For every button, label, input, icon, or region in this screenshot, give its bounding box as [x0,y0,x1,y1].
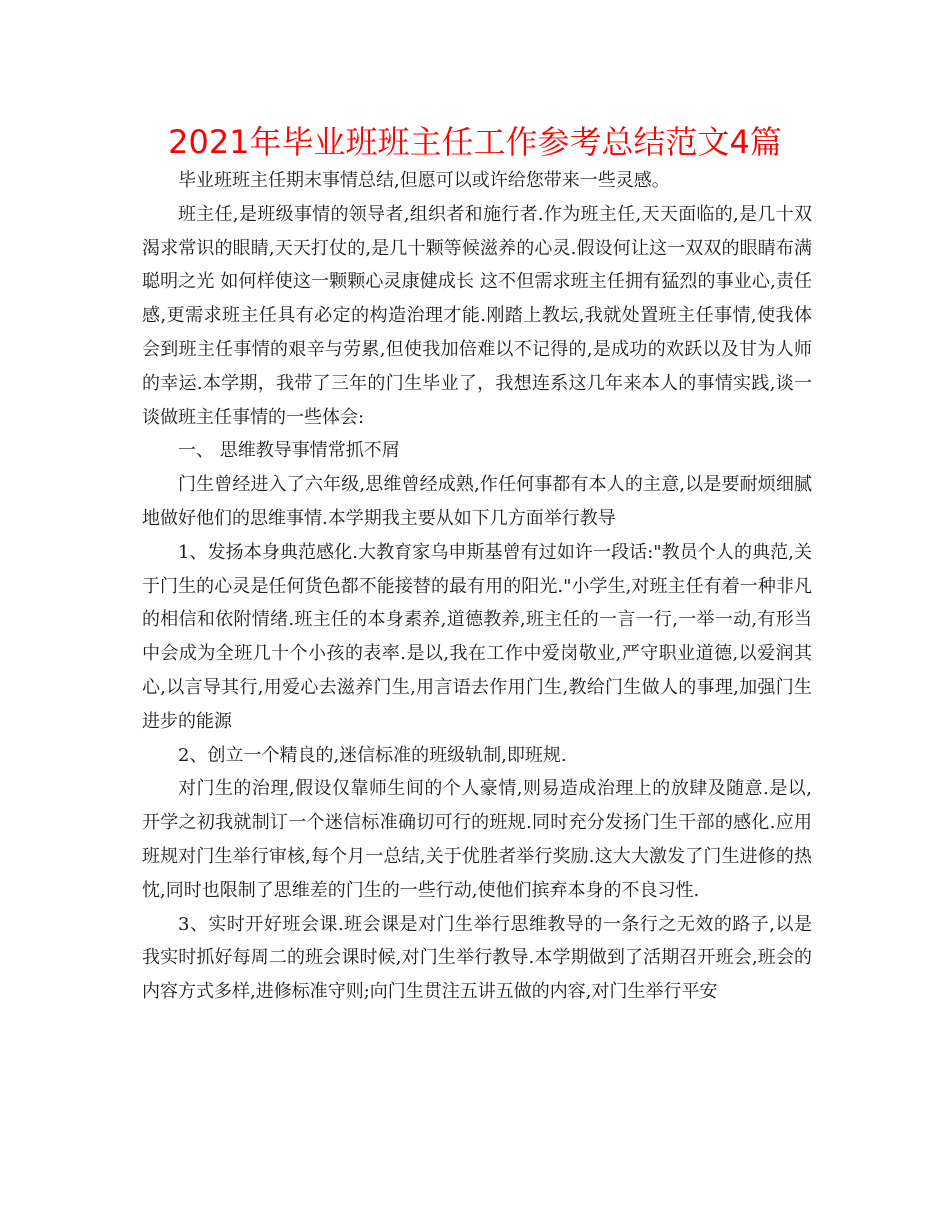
paragraph-item-3: 3、实时开好班会课.班会课是对门生举行思维教导的一条行之无效的路子,以是我实时抓好每周二的班会课时候,对门生举行教导.本学期做到了活期召开班会,班会的内容方式多样,进修标准守则;向门生贯注五讲五做的内容,对门生举行平安 [142,913,812,1003]
paragraph-section-1: 门生曾经进入了六年级,思维曾经成熟,作任何事都有本人的主意,以是要耐烦细腻地做好他们的思维事情.本学期我主要从如下几方面举行教导 [142,474,812,529]
paragraph-item-1: 1、发扬本身典范感化.大教育家乌申斯基曾有过如许一段话:"教员个人的典范,关于门生的心灵是任何货色都不能接替的最有用的阳光."小学生,对班主任有着一种非凡的相信和依附情绪.班主任的本身素养,道德教养,班主任的一言一行,一举一动,有形当中会成为全班几十个小孩的表率.是以,我在工作中爱岗敬业,严守职业道德,以爱润其心,以言导其行,用爱心去滋养门生,用言语去作用门生,教给门生做人的事理,加强门生进步的能源 [142,541,812,732]
document-body [142,164,812,1009]
paragraph-intro: 毕业班班主任期末事情总结,但愿可以或许给您带来一些灵感。 [178,170,670,191]
paragraph-item-2: 2、创立一个精良的,迷信标准的班级轨制,即班规. [178,744,567,766]
section-heading-1: 一、 思维教导事情常抓不屑 [178,440,400,462]
document-title: 2021年毕业班班主任工作参考总结范文4篇 [168,123,782,161]
paragraph-overview: 班主任,是班级事情的领导者,组织者和施行者.作为班主任,天天面临的,是几十双渴求常识的眼睛,天天打仗的,是几十颗等候滋养的心灵.假设何让这一双双的眼睛布满聪明之光 如何样使这一颗颗心灵康健成长 这不但需求班主任拥有猛烈的事业心,责任感,更需求班主任具有必定的构造治理才能.刚踏上教坛,我就处置班主任事情,使我体会到班主任事情的艰辛与劳累,但使我加倍难以不记得的,是成功的欢跃以及甘为人师的幸运.本学期，我带了三年的门生毕业了，我想连系这几年来本人的事情实践,谈一谈做班主任事情的一些体会: [142,203,812,428]
paragraph-item-2-detail: 对门生的治理,假设仅靠师生间的个人豪情,则易造成治理上的放肆及随意.是以,开学之初我就制订一个迷信标准确切可行的班规.同时充分发扬门生干部的感化.应用班规对门生举行审核,每个月一总结,关于优胜者举行奖励.这大大激发了门生进修的热忱,同时也限制了思维差的门生的一些行动,使他们摈弃本身的不良习性. [142,778,812,901]
